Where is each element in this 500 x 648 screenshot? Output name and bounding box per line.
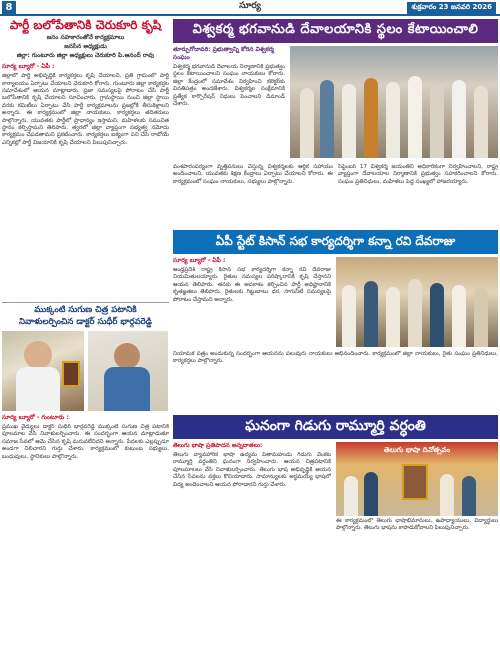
left-column bbox=[2, 19, 169, 646]
photo-caption: తెలుగు భాషా దినోత్సవం bbox=[383, 446, 451, 454]
masthead: సూర్య bbox=[239, 1, 261, 11]
right-column bbox=[173, 19, 498, 646]
story-banner bbox=[173, 415, 498, 439]
story-banner bbox=[173, 19, 498, 43]
article-subhead: జనం సహకారంతోనే కార్యక్రమాలు bbox=[46, 34, 125, 42]
story-body: తెలుగు వ్యావహారిక భాషా ఉద్యమ పితామహుడు గిడుగు వెంకట రామ్మూర్తి వర్ధంతిని ఘనంగా నిర్వహించారు. ఆయన చిత్రపటానికి పూలమాలలు వేసి నివాళులర్పించారు. తెలుగు భాష అభివృద్ధికి ఆయన చేసిన సేవలను వక్తలు కొనియాడారు. సామాన్యులకు అర్థమయ్యే భాషలో విద్య అందించాలని ఆయన పోరాడారని గుర్తు చేశారు. bbox=[173, 452, 331, 488]
page-number: 8 bbox=[2, 1, 16, 15]
story-body: ఆంధ్రప్రదేశ్ రాష్ట్ర కిసాన్ సభ కార్యదర్శిగా కన్నా రవి దేవరాజు నియమితులయ్యారు. రైతుల సమస్యల పరిష్కారానికి కృషి చేస్తానని ఆయన తెలిపారు. తనకు ఈ అవకాశం కల్పించిన పార్టీ అధిష్టానానికి కృతజ్ఞతలు తెలిపారు. రైతులకు గిట్టుబాటు ధర, సాగునీటి సమస్యలపై పోరాటం చేస్తామని అన్నారు. bbox=[173, 267, 331, 303]
story-byline: తూర్పుగోదావరి: ప్రభుత్వాన్ని కోరిన విశ్వకర్మ సంఘం bbox=[173, 46, 274, 61]
story-byline: సూర్య బ్యూరో - ఏపీ : bbox=[173, 257, 226, 264]
article-subhead: జిల్లా: గుంటూరు జిల్లా అధ్యక్షులు చెరుకూరి పి.ఆనంద్ రావు bbox=[16, 52, 155, 60]
story-body: ఈ కార్యక్రమంలో తెలుగు భాషాభిమానులు, ఉపాధ్యాయులు, విద్యార్థులు పాల్గొన్నారు. తెలుగు భాషను కాపాడుకోవాలని పిలుపునిచ్చారు. bbox=[336, 518, 498, 532]
page-header bbox=[0, 0, 500, 16]
story-photo bbox=[290, 46, 498, 158]
article-headline: పార్టీ బలోపేతానికి చెరుకూరి కృషి bbox=[9, 18, 162, 32]
story-headline: ఏపీ స్టేట్ కిసాన్ సభ కార్యదర్శిగా కన్నా రవి దేవరాజు bbox=[215, 233, 456, 248]
story-photo bbox=[336, 442, 498, 516]
article-byline: సూర్య బ్యూరో - ఏపీ : bbox=[2, 63, 55, 71]
dateline: శుక్రవారం 23 జనవరి 2026 bbox=[407, 2, 496, 14]
story-headline: విశ్వకర్మ భగవానుడి దేవాలయానికి స్థలం కేటాయించాలి bbox=[192, 22, 479, 37]
article-headline: ముక్కంటి సుగుణ చిత్ర పటానికి bbox=[34, 305, 137, 316]
story-body: విశ్వకర్మ భగవానుడి దేవాలయ నిర్మాణానికి ప్రభుత్వం స్థలం కేటాయించాలని సంఘం నాయకులు కోరారు. జిల్లా కేంద్రంలో సమావేశం నిర్వహించి కలెక్టర్‌కు వినతిపత్రం అందజేశారు. విశ్వకర్మల సంక్షేమానికి ప్రత్యేక కార్పొరేషన్ నిధులు పెంచాలని డిమాండ్ చేశారు. bbox=[173, 64, 285, 108]
story-banner bbox=[173, 230, 498, 254]
story-body: సెప్టెంబర్ 17 విశ్వకర్మ జయంతిని అధికారికంగా నిర్వహించాలని, రాష్ట్ర వ్యాప్తంగా దేవాలయాల నిర్మాణానికి ప్రభుత్వం సహకరించాలని కోరారు. సంఘం ప్రతినిధులు, మహిళలు పెద్ద సంఖ్యలో హాజరయ్యారు. bbox=[338, 164, 498, 185]
article-tribute bbox=[2, 306, 169, 526]
article-headline: నివాళులర్పించిన డాక్టర్ సుధీర్ భార్గవరెడ్డి bbox=[19, 316, 152, 327]
article-party-strengthening bbox=[2, 19, 169, 299]
article-subhead: జనసేన అధ్యక్షుడు bbox=[64, 43, 107, 51]
divider bbox=[2, 302, 169, 303]
article-body: జిల్లాలో పార్టీ అభివృద్ధికి కార్యకర్తలు కృషి చేయాలని, ప్రతి గ్రామంలో పార్టీ కార్యాలయం ఏర్పాటు చేయాలని చెరుకూరి కోరారు. గుంటూరు జిల్లా కార్యకర్తల సమావేశంలో ఆయన మాట్లాడారు. ప్రజా సమస్యలపై పోరాటం చేసి పార్టీ బలోపేతానికి కృషి చేయాలని సూచించారు. గ్రామస్థాయి నుంచి జిల్లా స్థాయి వరకు కమిటీలు ఏర్పాటు చేసి పార్టీ కార్యక్రమాలను ప్రజల్లోకి తీసుకెళ్లాలని అన్నారు. ఈ కార్యక్రమంలో జిల్లా నాయకులు, కార్యకర్తలు తదితరులు పాల్గొన్నారు. యువతకు పార్టీలో ప్రాధాన్యం ఇస్తామని, మహిళలకు సముచిత స్థానం కల్పిస్తామని తెలిపారు. త్వరలో జిల్లా వ్యాప్తంగా సభ్యత్వ నమోదు కార్యక్రమం చేపడతామని ప్రకటించారు. కార్యకర్తలు ఐక్యంగా పని చేసి రాబోయే ఎన్నికల్లో పార్టీ విజయానికి కృషి చేయాలని పిలుపునిచ్చారు. bbox=[2, 73, 169, 146]
story-byline: తెలుగు భాషా ప్రతిపాదన అన్నదాతలు: bbox=[173, 442, 263, 449]
story-body: వంశపారంపర్యంగా వృత్తిపనులు చేస్తున్న విశ్వకర్మలకు ఆర్థిక సహాయం అందించాలని, యువతకు శిక్షణ కేంద్రాలు ఏర్పాటు చేయాలని కోరారు. ఈ కార్యక్రమంలో సంఘం నాయకులు, సభ్యులు పాల్గొన్నారు. bbox=[173, 164, 333, 185]
doctor-photo bbox=[88, 331, 168, 411]
tribute-photo bbox=[2, 331, 84, 411]
story-body: నియామక పత్రం అందుకున్న సందర్భంగా ఆయనను పలువురు నాయకులు అభినందించారు. కార్యక్రమంలో జిల్లా నాయకులు, రైతు సంఘం ప్రతినిధులు, కార్యకర్తలు పాల్గొన్నారు. bbox=[173, 351, 498, 365]
story-headline: ఘనంగా గిడుగు రామ్మూర్తి వర్ధంతి bbox=[245, 417, 426, 434]
article-body: ప్రముఖ వైద్యులు డాక్టర్ సుధీర్ భార్గవరెడ్డి ముక్కంటి సుగుణ చిత్ర పటానికి పూలమాల వేసి నివాళులర్పించారు. ఈ సందర్భంగా ఆయన మాట్లాడుతూ సమాజ సేవలో ఆమె చేసిన కృషి మరువలేనిదని అన్నారు. పేదలకు ఎల్లప్పుడూ అండగా నిలిచారని గుర్తు చేశారు. కార్యక్రమంలో కుటుంబ సభ్యులు, బంధువులు, స్థానికులు పాల్గొన్నారు. bbox=[2, 423, 169, 460]
article-byline: సూర్య బ్యూరో - గుంటూరు : bbox=[2, 413, 69, 421]
story-photo bbox=[336, 257, 498, 347]
